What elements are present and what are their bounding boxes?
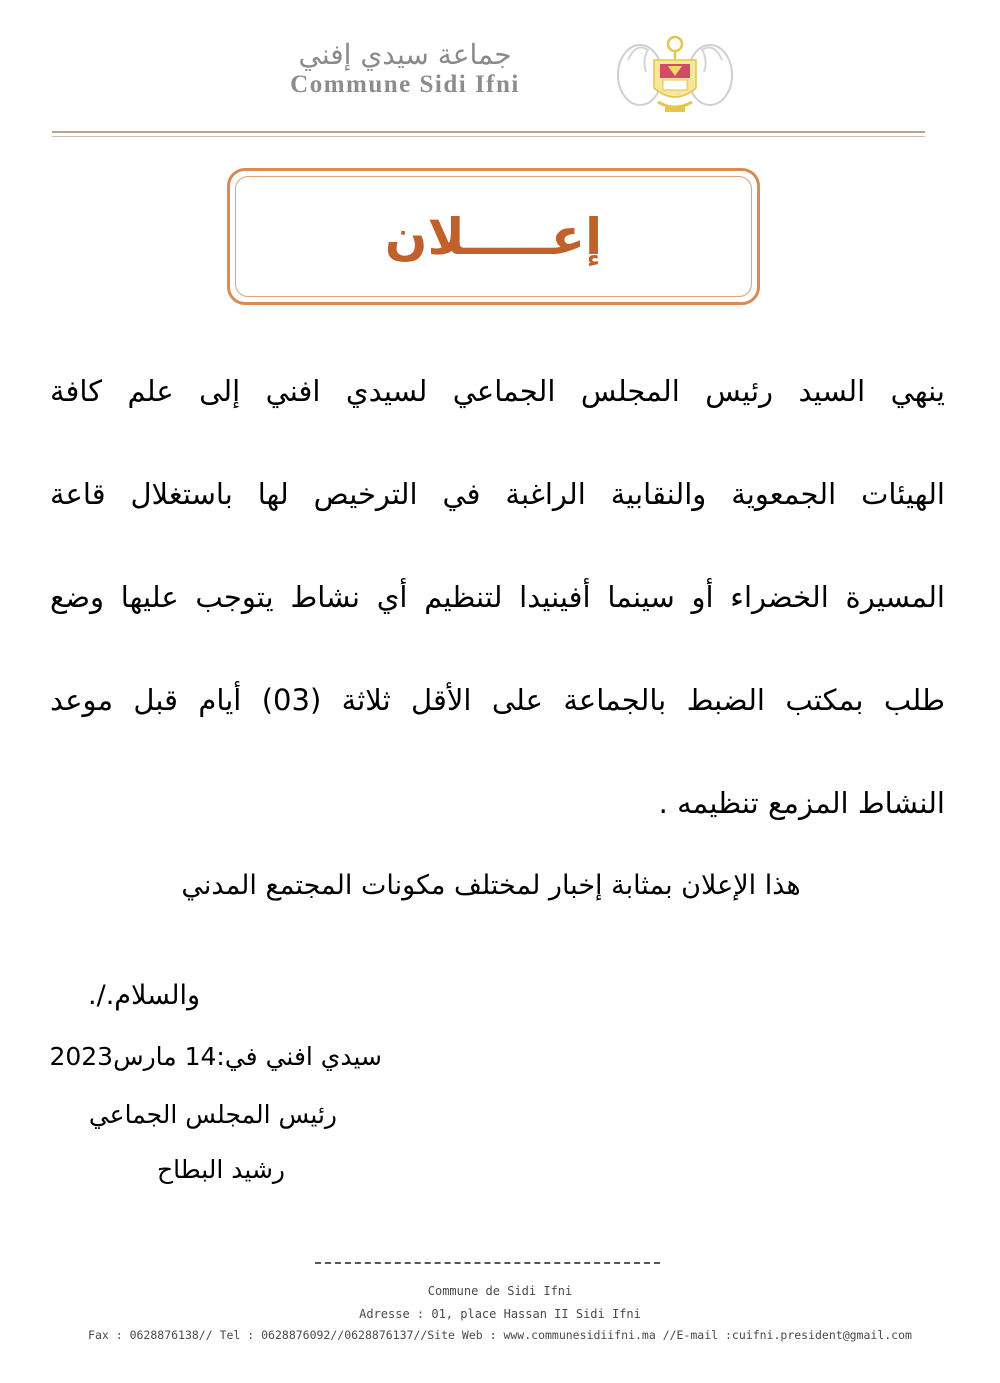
notice-line: هذا الإعلان بمثابة إخبار لمختلف مكونات المجتمع المدني [181, 870, 801, 901]
footer-separator [315, 1262, 660, 1264]
announcement-body [50, 340, 945, 855]
commune-name-arabic: جماعة سيدي إفني [298, 38, 512, 71]
header-divider [52, 131, 925, 133]
body-line: طلب بمكتب الضبط بالجماعة على الأقل ثلاثة (03) أيام قبل موعد [50, 683, 945, 717]
body-line: الهيئات الجمعوية والنقابية الراغبة في الترخيص لها باستغلال قاعة [50, 477, 945, 511]
commune-name-french: Commune Sidi Ifni [290, 71, 520, 98]
signatory-name: رشيد البطاح [156, 1155, 285, 1184]
body-line: النشاط المزمع تنظيمه . [658, 786, 945, 820]
header-divider-secondary [52, 136, 925, 137]
salutation: والسلام./. [88, 980, 200, 1011]
title-frame [227, 168, 760, 305]
place-date: سيدي افني في:14 مارس2023 [49, 1042, 382, 1071]
announcement-title: إعـــــلان [384, 207, 603, 266]
signatory-role: رئيس المجلس الجماعي [88, 1100, 337, 1129]
letterhead-text [225, 38, 585, 98]
body-line: المسيرة الخضراء أو سينما أفينيدا لتنظيم أي نشاط يتوجب عليها وضع [50, 580, 945, 614]
footer-commune: Commune de Sidi Ifni [427, 1284, 573, 1298]
title-frame-inner [235, 176, 752, 297]
footer-address: Adresse : 01, place Hassan II Sidi Ifni [359, 1307, 641, 1321]
body-line: ينهي السيد رئيس المجلس الجماعي لسيدي افني إلى علم كافة [50, 374, 945, 408]
footer-contacts: Fax : 0628876138// Tel : 0628876092//0628876137//Site Web : www.communesidiifni.ma //E-mail :cuifni.president@gmail.com [88, 1328, 912, 1342]
letterhead [200, 30, 760, 115]
emblem-icon [610, 30, 740, 115]
